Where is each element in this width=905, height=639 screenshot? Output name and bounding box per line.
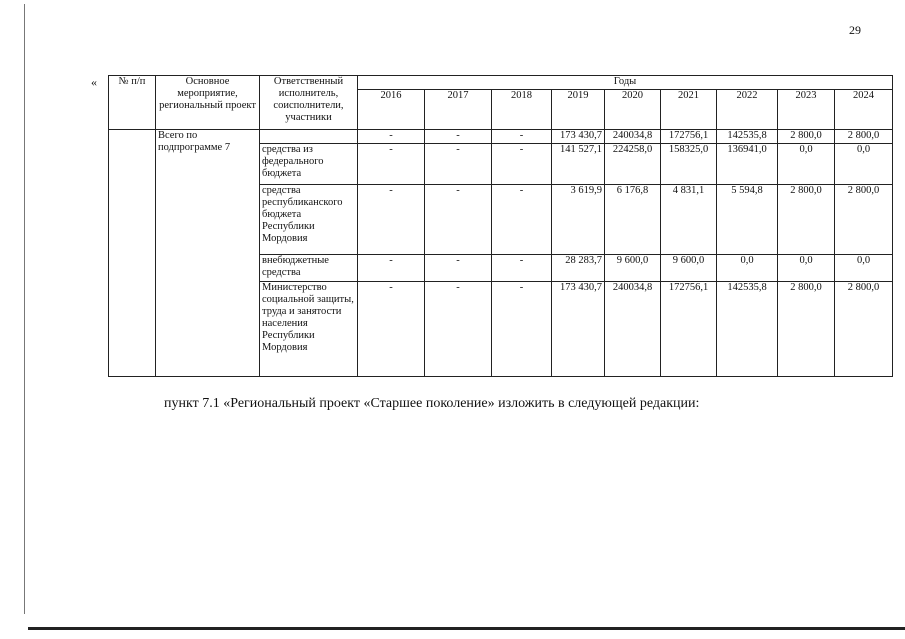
value-cell: 28 283,7	[552, 255, 605, 282]
bottom-rule	[28, 627, 905, 630]
value-cell: -	[358, 185, 425, 255]
header-activity: Основное мероприятие, региональный проект	[156, 76, 260, 130]
value-cell: 142535,8	[717, 282, 778, 377]
value-cell: 172756,1	[661, 282, 717, 377]
value-cell: 158325,0	[661, 144, 717, 185]
header-year: 2024	[835, 90, 893, 130]
value-cell: 224258,0	[605, 144, 661, 185]
value-cell: -	[358, 130, 425, 144]
value-cell: -	[425, 185, 492, 255]
value-cell: -	[358, 144, 425, 185]
header-year: 2022	[717, 90, 778, 130]
value-cell: -	[358, 282, 425, 377]
value-cell: 2 800,0	[835, 282, 893, 377]
value-cell: 6 176,8	[605, 185, 661, 255]
header-year: 2021	[661, 90, 717, 130]
value-cell: 9 600,0	[661, 255, 717, 282]
value-cell: -	[492, 282, 552, 377]
header-number: № п/п	[109, 76, 156, 130]
value-cell: 2 800,0	[778, 185, 835, 255]
header-year: 2019	[552, 90, 605, 130]
value-cell: 2 800,0	[835, 185, 893, 255]
funding-table	[108, 75, 893, 377]
value-cell: 0,0	[835, 144, 893, 185]
binding-rule	[24, 4, 25, 614]
executor-cell: средства республиканского бюджета Республики Мордовия	[260, 185, 358, 255]
header-years-group: Годы	[358, 76, 893, 90]
value-cell: -	[492, 255, 552, 282]
value-cell: 173 430,7	[552, 282, 605, 377]
value-cell: 173 430,7	[552, 130, 605, 144]
value-cell: 240034,8	[605, 282, 661, 377]
row-number-cell	[109, 130, 156, 377]
value-cell: 2 800,0	[778, 130, 835, 144]
value-cell: -	[425, 144, 492, 185]
value-cell: 4 831,1	[661, 185, 717, 255]
value-cell: 0,0	[717, 255, 778, 282]
executor-cell: средства из федерального бюджета	[260, 144, 358, 185]
value-cell: 0,0	[778, 255, 835, 282]
value-cell: -	[492, 144, 552, 185]
value-cell: 9 600,0	[605, 255, 661, 282]
value-cell: -	[425, 130, 492, 144]
value-cell: -	[492, 185, 552, 255]
value-cell: 0,0	[835, 255, 893, 282]
activity-cell: Всего по подпрограмме 7	[156, 130, 260, 377]
value-cell: 240034,8	[605, 130, 661, 144]
header-year: 2023	[778, 90, 835, 130]
page-number: 29	[849, 23, 861, 37]
value-cell: 141 527,1	[552, 144, 605, 185]
header-year: 2018	[492, 90, 552, 130]
value-cell: 5 594,8	[717, 185, 778, 255]
header-year: 2016	[358, 90, 425, 130]
value-cell: -	[425, 282, 492, 377]
amendment-paragraph: пункт 7.1 «Региональный проект «Старшее поколение» изложить в следующей редакции:	[164, 396, 700, 411]
value-cell: -	[358, 255, 425, 282]
table-row	[109, 130, 893, 144]
value-cell: 2 800,0	[778, 282, 835, 377]
value-cell: 172756,1	[661, 130, 717, 144]
value-cell: 136941,0	[717, 144, 778, 185]
value-cell: 0,0	[778, 144, 835, 185]
value-cell: 2 800,0	[835, 130, 893, 144]
header-year: 2017	[425, 90, 492, 130]
value-cell: -	[492, 130, 552, 144]
executor-cell: Министерство социальной защиты, труда и занятости населения Республики Мордовия	[260, 282, 358, 377]
executor-cell	[260, 130, 358, 144]
value-cell: 142535,8	[717, 130, 778, 144]
value-cell: 3 619,9	[552, 185, 605, 255]
header-year: 2020	[605, 90, 661, 130]
header-executor: Ответственный исполнитель, соисполнители, участники	[260, 76, 358, 130]
value-cell: -	[425, 255, 492, 282]
executor-cell: внебюджетные средства	[260, 255, 358, 282]
opening-quote: «	[91, 75, 97, 89]
